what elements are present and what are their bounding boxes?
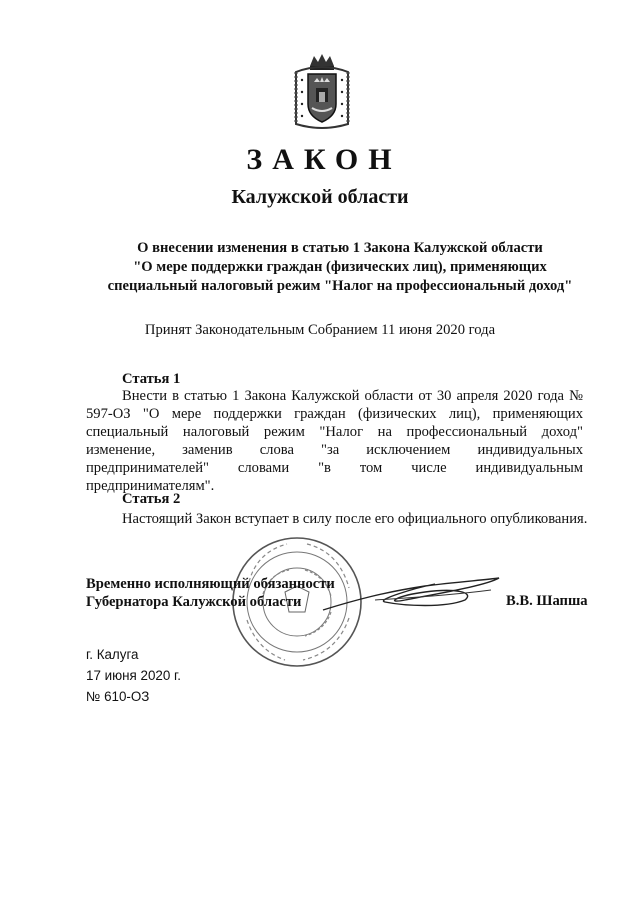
adoption-note: Принят Законодательным Собранием 11 июня 2020 года — [144, 322, 496, 338]
coat-of-arms-icon — [290, 52, 354, 132]
signer-title-line: Губернатора Калужской области — [86, 594, 302, 610]
subject-line: специальный налоговый режим "Налог на профессиональный доход" — [107, 278, 573, 294]
issue-details — [86, 644, 181, 707]
issue-date: 17 июня 2020 г. — [86, 668, 181, 683]
article-2-text: Настоящий Закон вступает в силу после его официального опубликования. — [122, 511, 588, 527]
handwritten-signature-icon — [315, 570, 505, 620]
signer-title-line: Временно исполняющий обязанности — [86, 576, 335, 592]
subject-line: О внесении изменения в статью 1 Закона Калужской области — [137, 240, 543, 256]
law-title: ЗАКОН — [246, 143, 402, 176]
article-2-heading: Статья 2 — [122, 491, 181, 507]
law-subject — [90, 239, 590, 296]
issue-city: г. Калуга — [86, 647, 139, 662]
subject-line: "О мере поддержки граждан (физических лиц), применяющих — [133, 259, 547, 275]
law-number: № 610-ОЗ — [86, 689, 150, 704]
region-name: Калужской области — [231, 186, 409, 208]
signer-title — [86, 575, 335, 611]
signer-name: В.В. Шапша — [506, 593, 588, 609]
article-1-heading: Статья 1 — [122, 371, 181, 387]
article-1-text: Внести в статью 1 Закона Калужской области от 30 апреля 2020 года № 597-ОЗ "О мере поддержки граждан (физических лиц), применяющих специальный налоговый режим "Налог на профессиональный доход" изменение, заменив слова "за исключением индивидуальных предпринимателей" словами "в том числе индивидуальным предпринимателям". — [86, 388, 583, 494]
